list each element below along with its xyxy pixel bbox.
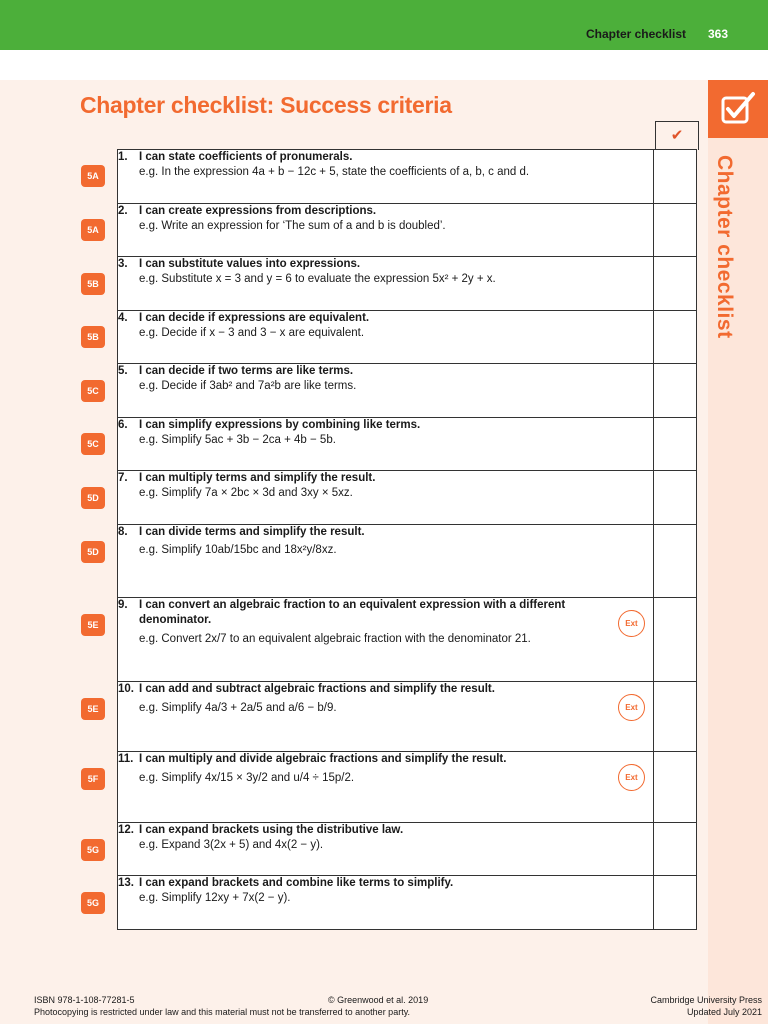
example: e.g. Simplify 5ac + 3b − 2ca + 4b − 5b. — [139, 434, 336, 446]
extension-marker: Ext — [618, 694, 645, 721]
example: e.g. Simplify 10ab/15bc and 18x²y/8xz. — [139, 544, 337, 556]
section-badge: 5A — [81, 219, 105, 241]
tick-box[interactable] — [654, 823, 697, 876]
section-badge: 5C — [81, 433, 105, 455]
section-badge: 5G — [81, 892, 105, 914]
tick-box[interactable] — [654, 682, 697, 752]
example: e.g. Expand 3(2x + 5) and 4x(2 − y). — [139, 839, 324, 851]
footer-right — [650, 994, 762, 1018]
table-row: 11. I can multiply and divide algebraic fractions and simplify the result. e.g. Simplify 4x/15 × 3y/2 and u/4 ÷ 15p/2. Ext — [118, 752, 697, 823]
example: e.g. In the expression 4a + b − 12c + 5, state the coefficients of a, b, c and d. — [139, 166, 530, 178]
tick-box[interactable] — [654, 876, 697, 930]
checklist-table — [117, 149, 697, 930]
section-badge: 5B — [81, 273, 105, 295]
publisher: Cambridge University Press — [650, 995, 762, 1005]
table-row: 2. I can create expressions from descriptions. e.g. Write an expression for ‘The sum of a and b is doubled’. — [118, 204, 697, 257]
tick-box[interactable] — [654, 311, 697, 364]
copyright: © Greenwood et al. 2019 — [328, 995, 429, 1005]
section-badge: 5D — [81, 541, 105, 563]
table-row: 5. I can decide if two terms are like terms. e.g. Decide if 3ab² and 7a²b are like terms. — [118, 364, 697, 418]
example: e.g. Simplify 4x/15 × 3y/2 and u/4 ÷ 15p/2. — [139, 772, 355, 784]
table-row: 8. I can divide terms and simplify the result. e.g. Simplify 10ab/15bc and 18x²y/8xz. — [118, 525, 697, 598]
page-number: 363 — [707, 27, 728, 41]
criterion: I can substitute values into expressions. — [139, 258, 361, 270]
criterion: I can add and subtract algebraic fractions and simplify the result. — [139, 683, 495, 695]
example: e.g. Decide if 3ab² and 7a²b are like terms. — [139, 380, 357, 392]
tick-box[interactable] — [654, 364, 697, 418]
table-row: 9. I can convert an algebraic fraction to an equivalent expression with a different denominator. e.g. Convert 2x/7 to an equivalent algebraic fraction with the denominator 21. Ext — [118, 598, 697, 682]
criterion: I can decide if expressions are equivalent. — [139, 312, 370, 324]
section-badge: 5B — [81, 326, 105, 348]
example: e.g. Decide if x − 3 and 3 − x are equivalent. — [139, 327, 365, 339]
section-badge: 5C — [81, 380, 105, 402]
criterion: I can create expressions from descriptions. — [139, 205, 377, 217]
side-label: Chapter checklist — [713, 155, 736, 339]
criterion: I can expand brackets and combine like terms to simplify. — [139, 877, 454, 889]
tick-box[interactable] — [654, 418, 697, 471]
table-row: 13. I can expand brackets and combine like terms to simplify. e.g. Simplify 12xy + 7x(2 − y). — [118, 876, 697, 930]
isbn: ISBN 978-1-108-77281-5 — [34, 995, 135, 1005]
section-badge: 5E — [81, 698, 105, 720]
tick-box[interactable] — [654, 257, 697, 311]
page-title: Chapter checklist: Success criteria — [80, 92, 452, 118]
section-badge: 5D — [81, 487, 105, 509]
criterion: I can decide if two terms are like terms. — [139, 365, 354, 377]
example: e.g. Convert 2x/7 to an equivalent algebraic fraction with the denominator 21. — [139, 633, 531, 645]
top-bar — [0, 0, 768, 50]
extension-marker: Ext — [618, 610, 645, 637]
criterion: I can multiply and divide algebraic fractions and simplify the result. — [139, 753, 507, 765]
table-row: 6. I can simplify expressions by combining like terms. e.g. Simplify 5ac + 3b − 2ca + 4b − 5b. — [118, 418, 697, 471]
criterion: I can state coefficients of pronumerals. — [139, 151, 353, 163]
table-row: 7. I can multiply terms and simplify the result. e.g. Simplify 7a × 2bc × 3d and 3xy × 5xz. — [118, 471, 697, 525]
tick-box[interactable] — [654, 598, 697, 682]
tick-box[interactable] — [654, 752, 697, 823]
example: e.g. Substitute x = 3 and y = 6 to evaluate the expression 5x² + 2y + x. — [139, 273, 496, 285]
criterion: I can divide terms and simplify the result. — [139, 526, 365, 538]
copyright-notice: Photocopying is restricted under law and this material must not be transferred to another party. — [34, 1007, 411, 1017]
checklist-tab — [708, 80, 768, 138]
tick-box[interactable] — [654, 150, 697, 204]
table-row: 4. I can decide if expressions are equivalent. e.g. Decide if x − 3 and 3 − x are equivalent. — [118, 311, 697, 364]
section-badge: 5A — [81, 165, 105, 187]
running-header-section: Chapter checklist — [585, 27, 686, 41]
table-row: 3. I can substitute values into expressions. e.g. Substitute x = 3 and y = 6 to evaluate the expression 5x² + 2y + x. — [118, 257, 697, 311]
section-badge: 5G — [81, 839, 105, 861]
example: e.g. Write an expression for ‘The sum of a and b is doubled’. — [139, 220, 446, 232]
table-row: 1. I can state coefficients of pronumerals. e.g. In the expression 4a + b − 12c + 5, state the coefficients of a, b, c and d. — [118, 150, 697, 204]
criterion: I can expand brackets using the distributive law. — [139, 824, 404, 836]
example: e.g. Simplify 4a/3 + 2a/5 and a/6 − b/9. — [139, 702, 337, 714]
table-row: 12. I can expand brackets using the distributive law. e.g. Expand 3(2x + 5) and 4x(2 − y). — [118, 823, 697, 876]
criterion: I can multiply terms and simplify the result. — [139, 472, 376, 484]
tick-box[interactable] — [654, 204, 697, 257]
extension-marker: Ext — [618, 764, 645, 791]
table-row: 10. I can add and subtract algebraic fractions and simplify the result. e.g. Simplify 4a/3 + 2a/5 and a/6 − b/9. Ext — [118, 682, 697, 752]
criterion: I can convert an algebraic fraction to an equivalent expression with a different denominator. — [139, 599, 566, 626]
example: e.g. Simplify 12xy + 7x(2 − y). — [139, 892, 291, 904]
updated-date: Updated July 2021 — [686, 1007, 762, 1017]
criterion: I can simplify expressions by combining like terms. — [139, 419, 421, 431]
section-badge: 5E — [81, 614, 105, 636]
tick-box[interactable] — [654, 471, 697, 525]
checkbox-tick-icon — [720, 90, 756, 126]
example: e.g. Simplify 7a × 2bc × 3d and 3xy × 5xz. — [139, 487, 353, 499]
tick-box[interactable] — [654, 525, 697, 598]
section-badge: 5F — [81, 768, 105, 790]
tick-column-header: ✔ — [655, 121, 699, 150]
